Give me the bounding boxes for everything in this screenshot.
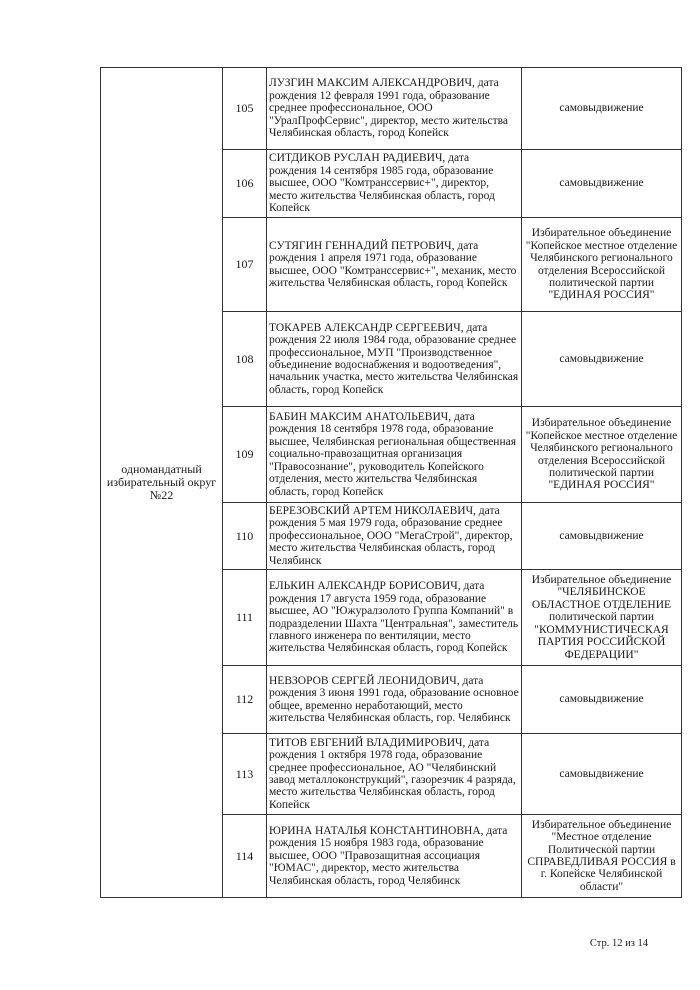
candidate-info: ЕЛЬКИН АЛЕКСАНДР БОРИСОВИЧ, дата рождения 17 августа 1959 года, образование высшее, АО "Южуралзолото Группа Компаний" в подразделении Шахта "Центральная", заместитель главного инженера по вентиляции, место жительства Челябинская область, город Копейск (267, 570, 522, 666)
candidate-info: СИТДИКОВ РУСЛАН РАДИЕВИЧ, дата рождения 14 сентября 1985 года, образование высшее, ООО "Комтранссервис+", директор, место жительства Челябинская область, город Копейск (267, 150, 522, 218)
nomination: самовыдвижение (522, 312, 682, 407)
candidate-info: ТОКАРЕВ АЛЕКСАНДР СЕРГЕЕВИЧ, дата рождения 22 июля 1984 года, образование среднее профессиональное, МУП "Производственное объединение водоснабжения и водоотведения", начальник участка, место жительства Челябинская область, город Копейск (267, 312, 522, 407)
candidate-info: БАБИН МАКСИМ АНАТОЛЬЕВИЧ, дата рождения 18 сентября 1978 года, образование высшее, Челябинская региональная общественная социально-правозащитная организация "Правосознание", руководитель Копейского отделения, место жительства Челябинская область, город Копейск (267, 407, 522, 503)
candidate-number: 105 (223, 68, 267, 150)
page-number: Стр. 12 из 14 (589, 938, 648, 949)
nomination: самовыдвижение (522, 666, 682, 734)
candidate-info: ТИТОВ ЕВГЕНИЙ ВЛАДИМИРОВИЧ, дата рождения 1 октября 1978 года, образование среднее профессиональное, АО "Челябинский завод металлоконструкций", газорезчик 4 разряда, место жительства Челябинская область, город Копейск (267, 734, 522, 815)
candidate-number: 113 (223, 734, 267, 815)
candidate-number: 114 (223, 815, 267, 898)
candidate-number: 110 (223, 503, 267, 570)
nomination: Избирательное объединение "Копейское местное отделение Челябинского регионального отделения Всероссийской политической партии "ЕДИНАЯ РОССИЯ" (522, 218, 682, 312)
candidate-number: 112 (223, 666, 267, 734)
candidate-number: 109 (223, 407, 267, 503)
district-cell: одномандатный избирательный округ №22 (101, 68, 223, 898)
nomination: самовыдвижение (522, 68, 682, 150)
candidate-number: 107 (223, 218, 267, 312)
candidate-info: ЮРИНА НАТАЛЬЯ КОНСТАНТИНОВНА, дата рождения 15 ноября 1983 года, образование высшее, ООО "Правозащитная ассоциация "ЮМАС", директор, место жительства Челябинская область, город Челябинск (267, 815, 522, 898)
candidate-info: БЕРЕЗОВСКИЙ АРТЕМ НИКОЛАЕВИЧ, дата рождения 5 мая 1979 года, образование среднее профессиональное, ООО "МегаСтрой", директор, место жительства Челябинская область, город Челябинск (267, 503, 522, 570)
candidate-number: 106 (223, 150, 267, 218)
nomination: Избирательное объединение "Местное отделение Политической партии СПРАВЕДЛИВАЯ РОССИЯ в г. Копейске Челябинской области" (522, 815, 682, 898)
candidate-number: 108 (223, 312, 267, 407)
candidate-info: СУТЯГИН ГЕННАДИЙ ПЕТРОВИЧ, дата рождения 1 апреля 1971 года, образование высшее, ООО "Комтранссервис+", механик, место жительства Челябинская область, город Копейск (267, 218, 522, 312)
candidate-info: ЛУЗГИН МАКСИМ АЛЕКСАНДРОВИЧ, дата рождения 12 февраля 1991 года, образование среднее профессиональное, ООО "УралПрофСервис", директор, место жительства Челябинская область, город Копейск (267, 68, 522, 150)
nomination: самовыдвижение (522, 503, 682, 570)
table-row (101, 68, 682, 150)
candidates-table (100, 67, 682, 898)
nomination: самовыдвижение (522, 734, 682, 815)
nomination: Избирательное объединение "ЧЕЛЯБИНСКОЕ ОБЛАСТНОЕ ОТДЕЛЕНИЕ политической партии "КОММУНИСТИЧЕСКАЯ ПАРТИЯ РОССИЙСКОЙ ФЕДЕРАЦИИ" (522, 570, 682, 666)
candidate-number: 111 (223, 570, 267, 666)
nomination: самовыдвижение (522, 150, 682, 218)
candidate-info: НЕВЗОРОВ СЕРГЕЙ ЛЕОНИДОВИЧ, дата рождения 3 июня 1991 года, образование основное общее, временно неработающий, место жительства Челябинская область, гор. Челябинск (267, 666, 522, 734)
nomination: Избирательное объединение "Копейское местное отделение Челябинского регионального отделения Всероссийской политической партии "ЕДИНАЯ РОССИЯ" (522, 407, 682, 503)
